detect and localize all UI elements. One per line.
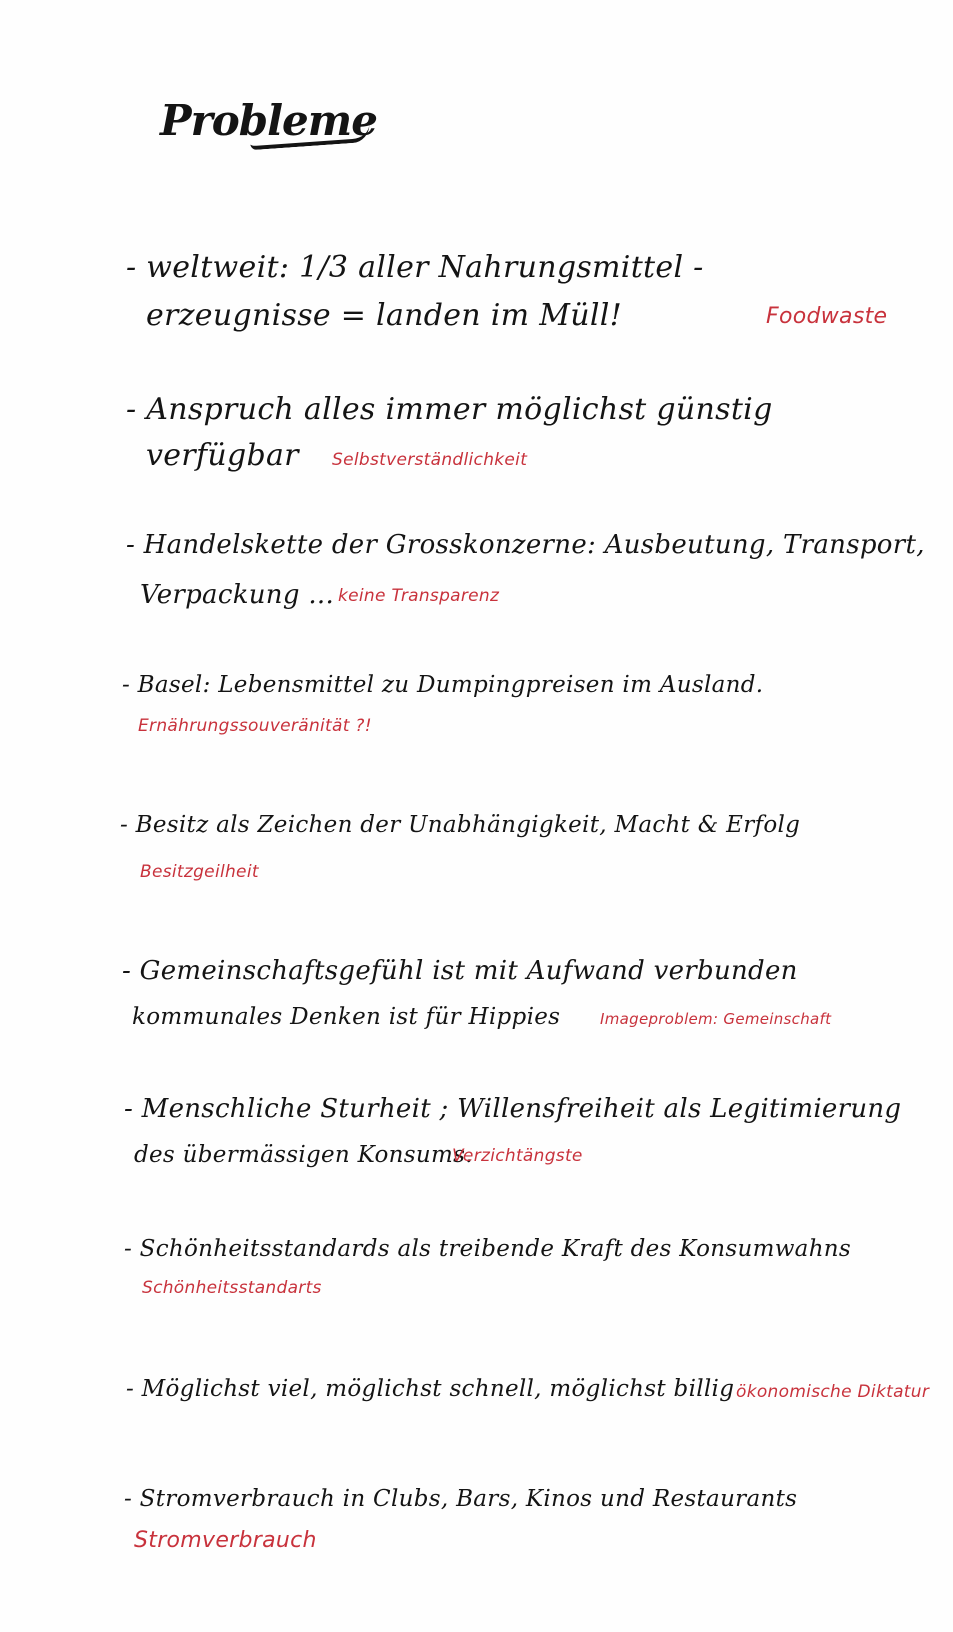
item-6-line-1: - Gemeinschaftsgefühl ist mit Aufwand verbunden [122, 956, 798, 986]
item-1-tag: Foodwaste [766, 304, 888, 329]
item-2-tag: Selbstverständlichkeit [332, 450, 528, 470]
item-3-line-1: - Handelskette der Grosskonzerne: Ausbeutung, Transport, [126, 530, 925, 560]
item-5-line-1: - Besitz als Zeichen der Unabhängigkeit, Macht & Erfolg [120, 812, 801, 838]
item-6-line-2: kommunales Denken ist für Hippies [132, 1004, 561, 1030]
item-3-line-2: Verpackung ... [140, 580, 335, 610]
item-9-tag: ökonomische Diktatur [736, 1382, 930, 1402]
item-7-line-2: des übermässigen Konsums. [134, 1142, 473, 1168]
page-title: Probleme [160, 96, 377, 145]
item-2-line-2: verfügbar [146, 438, 299, 473]
item-8-tag: Schönheitsstandarts [142, 1278, 322, 1298]
item-1-line-2: erzeugnisse = landen im Müll! [146, 298, 623, 333]
item-10-tag: Stromverbrauch [134, 1528, 317, 1553]
item-7-line-1: - Menschliche Sturheit ; Willensfreiheit als Legitimierung [124, 1094, 902, 1124]
item-4-tag: Ernährungssouveränität ?! [138, 716, 372, 736]
item-6-tag: Imageproblem: Gemeinschaft [600, 1010, 832, 1028]
item-10-line-1: - Stromverbrauch in Clubs, Bars, Kinos und Restaurants [124, 1486, 798, 1512]
item-3-tag: keine Transparenz [338, 586, 500, 606]
item-7-tag: Verzichtängste [452, 1146, 583, 1166]
item-4-line-1: - Basel: Lebensmittel zu Dumpingpreisen im Ausland. [122, 672, 764, 698]
item-1-line-1: - weltweit: 1/3 aller Nahrungsmittel - [126, 250, 704, 285]
item-9-line-1: - Möglichst viel, möglichst schnell, möglichst billig [126, 1376, 735, 1402]
item-2-line-1: - Anspruch alles immer möglichst günstig [126, 392, 773, 427]
item-8-line-1: - Schönheitsstandards als treibende Kraft des Konsumwahns [124, 1236, 852, 1262]
item-5-tag: Besitzgeilheit [140, 862, 259, 882]
